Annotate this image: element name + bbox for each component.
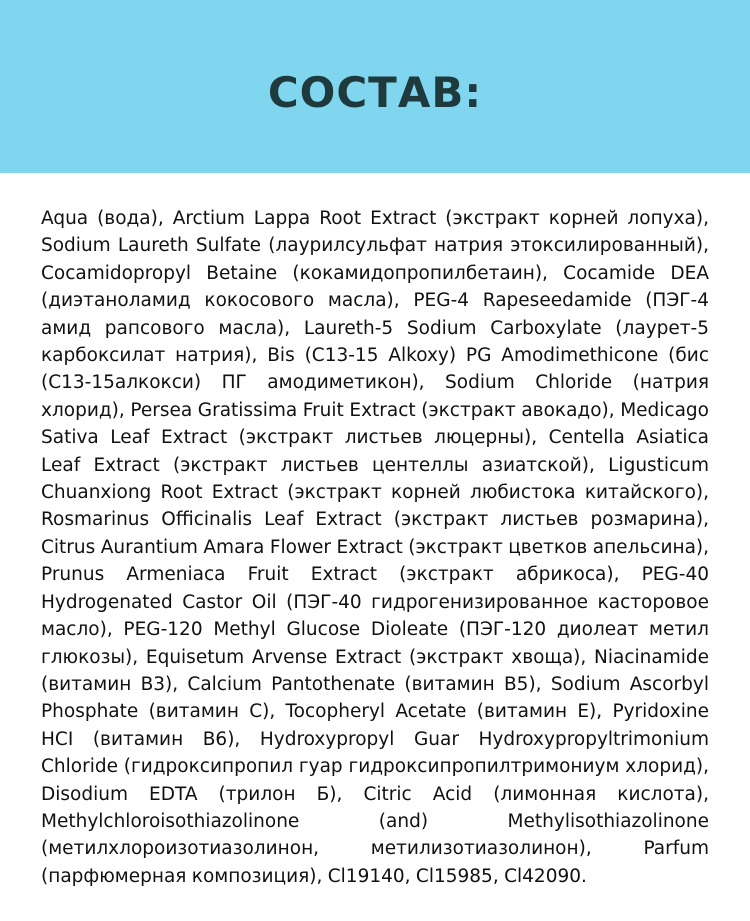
- header-banner: [0, 0, 750, 173]
- ingredients-text: Aqua (вода), Arctium Lappa Root Extract (экстракт корней лопуха), Sodium Laureth Sulfate (лаурилсульфат натрия этоксилированный), Cocamidopropyl Betaine (кокамидопропилбетаин), Cocamide DEA (диэтаноламид кокосового масла), PEG-4 Rapeseedamide (ПЭГ-4 амид рапсового масла), Laureth-5 Sodium Carboxylate (лаурет-5 карбоксилат натрия), Bis (C13-15 Alkoxy) PG Amodimethicone (бис (C13-15алкокси) ПГ амодиметикон), Sodium Chloride (натрия хлорид), Persea Gratissima Fruit Extract (экстракт авокадо), Medicago Sativa Leaf Extract (экстракт листьев люцерны), Centella Asiatica Leaf Extract (экстракт листьев центеллы азиатской), Ligusticum Chuanxiong Root Extract (экстракт корней любистока китайского), Rosmarinus Officinalis Leaf Extract (экстракт листьев розмарина), Citrus Aurantium Amara Flower Extract (экстракт цветков апельсина), Prunus Armeniaca Fruit Extract (экстракт абрикоса), PEG-40 Hydrogenated Castor Oil (ПЭГ-40 гидрогенизированное касторовое масло), PEG-120 Methyl Glucose Dioleate (ПЭГ-120 диолеат метил глюкозы), Equisetum Arvense Extract (экстракт хвоща), Niacinamide (витамин B3), Calcium Pantothenate (витамин B5), Sodium Ascorbyl Phosphate (витамин С), Tocopheryl Acetate (витамин Е), Pyridoxine HCI (витамин B6), Hydroxypropyl Guar Hydroxypropyltrimonium Chloride (гидроксипропил гуар гидроксипропилтримониум хлорид), Disodium EDTA (трилон Б), Citric Acid (лимонная кислота), Methylchloroisothiazolinone (and) Methylisothiazolinone (метилхлороизотиазолинон, метилизотиазолинон), Parfum (парфюмерная композиция), Cl19140, Cl15985, Cl42090.: [41, 208, 709, 887]
- page-title: СОСТАВ:: [267, 68, 483, 117]
